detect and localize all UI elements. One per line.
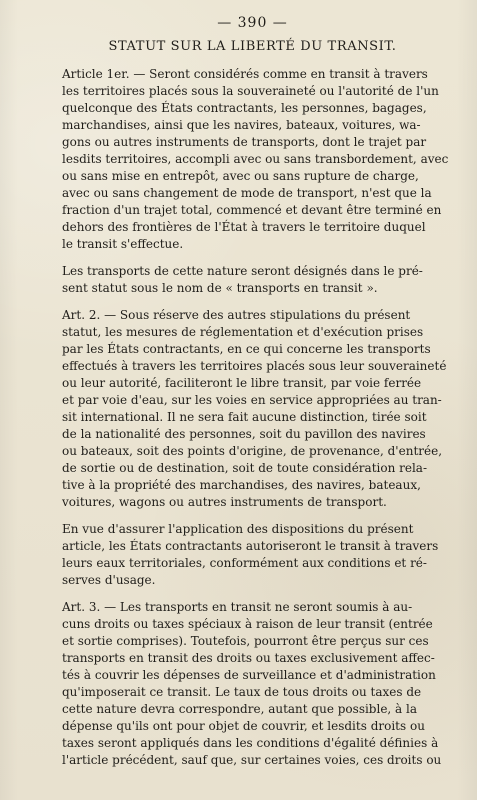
text-line: article, les États contractants autoriseront le transit à travers [62, 539, 439, 553]
territorial-waters-paragraph [48, 521, 457, 589]
text-line: et sortie comprises). Toutefois, pourront être perçus sur ces [62, 634, 429, 648]
text-line: fraction d'un trajet total, commencé et devant être terminé en [62, 203, 442, 217]
text-line: dehors des frontières de l'État à travers le territoire duquel [62, 220, 426, 234]
page-shadow-left [0, 0, 18, 800]
article-1-paragraph [48, 66, 457, 253]
text-line: Art. 3. — Les transports en transit ne seront soumis à au- [62, 600, 413, 614]
text-line: quelconque des États contractants, les personnes, bagages, [62, 101, 427, 115]
text-line: de la nationalité des personnes, soit du pavillon des navires [62, 427, 426, 441]
text-line: et par voie d'eau, sur les voies en service appropriées au tran- [62, 393, 442, 407]
text-line: gons ou autres instruments de transports, dont le trajet par [62, 135, 427, 149]
text-line: Art. 2. — Sous réserve des autres stipulations du présent [62, 308, 411, 322]
transit-definition-paragraph [48, 263, 457, 297]
article-2-paragraph [48, 307, 457, 511]
text-line: ou leur autorité, faciliteront le libre transit, par voie ferrée [62, 376, 422, 390]
text-line: l'article précédent, sauf que, sur certaines voies, ces droits ou [62, 753, 442, 767]
page-shadow-right [457, 0, 477, 800]
text-line: lesdits territoires, accompli avec ou sans transbordement, avec [62, 152, 449, 166]
text-line: leurs eaux territoriales, conformément aux conditions et ré- [62, 556, 427, 570]
text-line: de sortie ou de destination, soit de toute considération rela- [62, 461, 428, 475]
text-line: ou bateaux, soit des points d'origine, de provenance, d'entrée, [62, 444, 443, 458]
text-line: effectués à travers les territoires placés sous leur souveraineté [62, 359, 447, 373]
text-line: Les transports de cette nature seront désignés dans le pré- [62, 264, 423, 278]
text-line: par les États contractants, en ce qui concerne les transports [62, 342, 431, 356]
text-line: En vue d'assurer l'application des dispositions du présent [62, 522, 414, 536]
text-line: sent statut sous le nom de « transports en transit ». [62, 281, 378, 295]
text-line: voitures, wagons ou autres instruments de transport. [62, 495, 387, 509]
text-line: sit international. Il ne sera fait aucune distinction, tirée soit [62, 410, 427, 424]
text-line: avec ou sans changement de mode de transport, n'est que la [62, 186, 432, 200]
page-number: — 390 — [217, 15, 288, 31]
text-line: cuns droits ou taxes spéciaux à raison de leur transit (entrée [62, 617, 433, 631]
text-line: marchandises, ainsi que les navires, bateaux, voitures, wa- [62, 118, 421, 132]
text-line: tive à la propriété des marchandises, des navires, bateaux, [62, 478, 421, 492]
document-title: STATUT SUR LA LIBERTÉ DU TRANSIT. [108, 39, 397, 54]
text-line: qu'imposerait ce transit. Le taux de tous droits ou taxes de [62, 685, 422, 699]
text-line: les territoires placés sous la souveraineté ou l'autorité de l'un [62, 84, 439, 98]
text-line: statut, les mesures de réglementation et d'exécution prises [62, 325, 424, 339]
text-line: ou sans mise en entrepôt, avec ou sans rupture de charge, [62, 169, 419, 183]
text-line: cette nature devra correspondre, autant que possible, à la [62, 702, 418, 716]
text-line: tés à couvrir les dépenses de surveillance et d'administration [62, 668, 436, 682]
text-line: taxes seront appliqués dans les conditions d'égalité définies à [62, 736, 439, 750]
text-line: Article 1er. — Seront considérés comme en transit à travers [62, 67, 428, 81]
article-3-paragraph [48, 599, 457, 769]
text-line: transports en transit des droits ou taxes exclusivement affec- [62, 651, 435, 665]
text-line: dépense qu'ils ont pour objet de couvrir, et lesdits droits ou [62, 719, 425, 733]
text-line: serves d'usage. [62, 573, 156, 587]
text-line: le transit s'effectue. [62, 237, 184, 251]
